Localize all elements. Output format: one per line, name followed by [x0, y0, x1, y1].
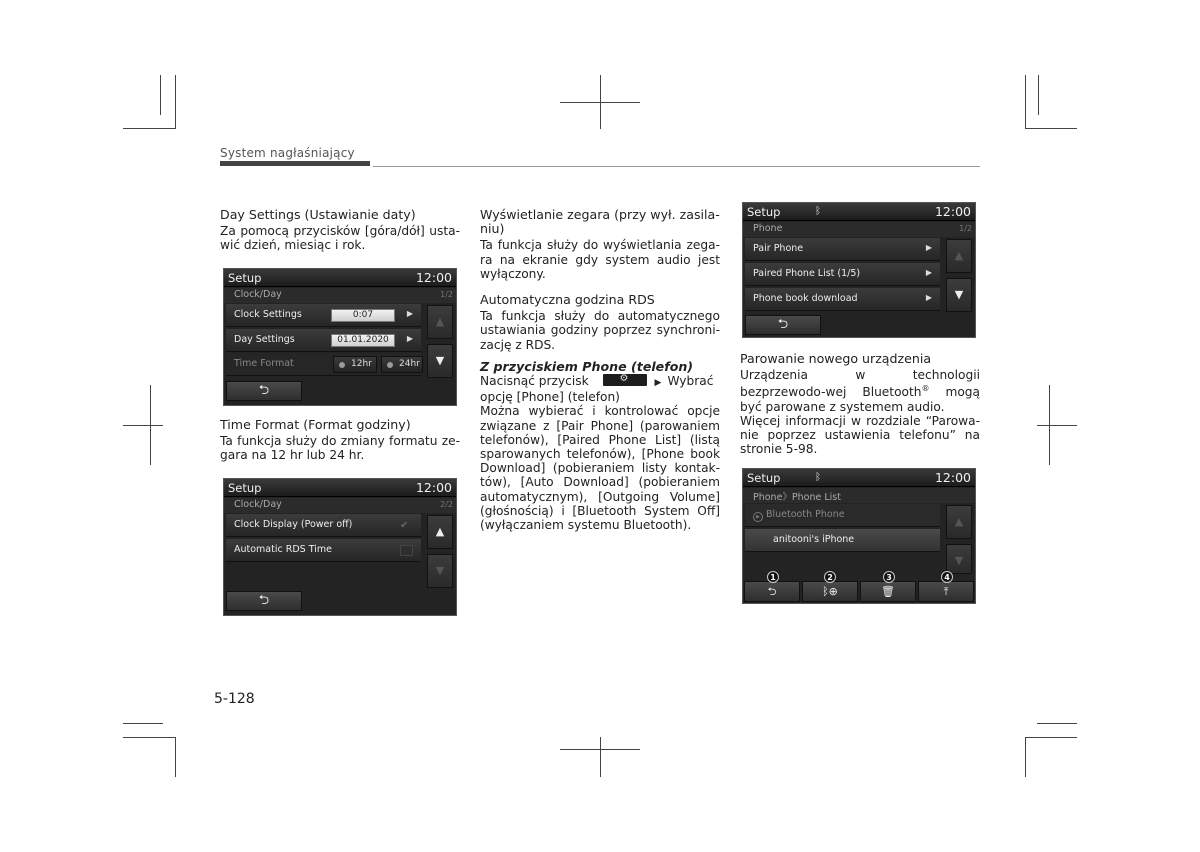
- bluetooth-icon: ᛒ: [815, 206, 821, 217]
- delete-button[interactable]: 🗑: [860, 581, 916, 602]
- checkbox-icon[interactable]: ✔: [400, 520, 409, 531]
- column-3: [740, 352, 980, 456]
- setup-button-image: [603, 374, 647, 386]
- crop-mark: [600, 737, 601, 777]
- crop-mark: [1025, 128, 1077, 129]
- callout-2: 2: [824, 571, 836, 583]
- registered-mark: ®: [921, 384, 930, 394]
- breadcrumb: Clock/Day: [234, 499, 282, 510]
- crop-mark: [160, 75, 161, 115]
- clock-display-row[interactable]: [226, 514, 421, 537]
- date-value-field: 01.01.2020: [331, 334, 395, 347]
- arrow-right-icon: ▶: [925, 268, 932, 277]
- scroll-up-button[interactable]: ▲: [427, 515, 453, 549]
- row-label: Day Settings: [234, 334, 295, 345]
- back-button[interactable]: ⮌: [226, 591, 302, 611]
- screen-subheader: [224, 288, 456, 303]
- bluetooth-phone-label: Bluetooth Phone: [766, 509, 845, 520]
- crop-mark: [1037, 723, 1077, 724]
- scroll-up-button[interactable]: ▲: [946, 239, 972, 273]
- callout-3: 3: [883, 571, 895, 583]
- breadcrumb: Phone: [753, 223, 783, 234]
- screen-clock-day-1: [223, 268, 457, 406]
- paragraph-bluetooth: [740, 368, 980, 414]
- bluetooth-icon: ᛒ: [815, 472, 821, 483]
- screen-subheader: [743, 222, 975, 237]
- crop-mark: [123, 425, 163, 426]
- scroll-down-button[interactable]: ▼: [946, 544, 972, 574]
- screen-title: Setup: [228, 271, 262, 285]
- heading-rds-time: Automatyczna godzina RDS: [480, 292, 655, 308]
- page-indicator: 1/2: [440, 290, 453, 299]
- clock-value-field: 0:07: [331, 309, 395, 322]
- arrow-right-icon: ▶: [406, 334, 413, 343]
- crop-mark: [1025, 75, 1026, 129]
- screen-clock: 12:00: [415, 270, 452, 285]
- bluetooth-text: Urządzenia w technologii bezprzewodo-wej Bluetooth: [740, 368, 980, 400]
- crop-mark: [1025, 737, 1026, 777]
- radio-24hr[interactable]: 24hr: [381, 356, 423, 373]
- gear-icon: ⚙: [619, 373, 629, 385]
- paired-phone-list-row[interactable]: [745, 263, 940, 286]
- screen-title: Setup: [747, 205, 781, 219]
- page-number: 5-128: [214, 691, 255, 707]
- row-label: Clock Settings: [234, 309, 302, 320]
- page-indicator: 2/2: [440, 500, 453, 509]
- row-label: Phone book download: [753, 293, 858, 304]
- section-title: System nagłaśniający: [220, 146, 355, 160]
- connect-phone-button[interactable]: ᛒ⊕: [802, 581, 858, 602]
- scroll-down-button[interactable]: ▼: [946, 278, 972, 312]
- screen-clock: 12:00: [415, 480, 452, 495]
- scroll-up-button[interactable]: ▲: [946, 505, 972, 539]
- screen-title: Setup: [228, 481, 262, 495]
- crop-mark: [1038, 75, 1039, 115]
- row-label: Automatic RDS Time: [234, 544, 332, 555]
- arrow-right-icon: ▶: [654, 378, 662, 389]
- pair-phone-row[interactable]: [745, 238, 940, 261]
- automatic-rds-time-row[interactable]: [226, 539, 421, 562]
- column-2: [480, 208, 720, 532]
- screen-phone-list: [742, 468, 976, 604]
- scroll-down-button[interactable]: ▼: [427, 344, 453, 378]
- time-format-row: [226, 353, 421, 376]
- bluetooth-phone-row: [745, 504, 940, 527]
- callout-1: 1: [767, 571, 779, 583]
- paragraph-more-info: Więcej informacji w rozdziale “Parowa-nie poprzez ustawienia telefonu” na stronie 5-98.: [740, 413, 980, 457]
- paragraph-clock-display: Ta funkcja służy do wyświetlania zega-ra na ekranie gdy system audio jest wyłączony.: [480, 238, 720, 281]
- top-button[interactable]: ⤒: [918, 581, 974, 602]
- screen-clock-day-2: [223, 478, 457, 616]
- paragraph-press-button: [480, 374, 720, 404]
- play-icon: ▶: [753, 512, 763, 522]
- heading-time-format: Time Format (Format godziny): [220, 417, 411, 432]
- scroll-down-button[interactable]: ▼: [427, 554, 453, 588]
- crop-mark: [1025, 737, 1077, 738]
- heading-clock-display: Wyświetlanie zegara (przy wył. zasila-niu): [480, 207, 720, 237]
- row-label: Paired Phone List (1/5): [753, 268, 861, 279]
- paragraph-time-format: Ta funkcja służy do zmiany formatu ze-gara na 12 hr lub 24 hr.: [220, 434, 460, 463]
- paragraph-day-settings: Za pomocą przycisków [góra/dół] usta-wić dzień, miesiąc i rok.: [220, 224, 460, 253]
- crop-mark: [123, 723, 163, 724]
- day-settings-row[interactable]: [226, 329, 421, 352]
- arrow-right-icon: ▶: [925, 243, 932, 252]
- breadcrumb: Clock/Day: [234, 289, 282, 300]
- phone-book-download-row[interactable]: [745, 288, 940, 311]
- screen-header: [224, 269, 456, 287]
- back-button[interactable]: ⮌: [745, 315, 821, 335]
- screen-title: Setup: [747, 471, 781, 485]
- paragraph-rds-time: Ta funkcja służy do automatycznego ustawiania godziny poprzez synchroni-zację z RDS.: [480, 309, 720, 352]
- clock-settings-row[interactable]: [226, 304, 421, 327]
- select-text: Wybrać opcję [Phone] (telefon): [480, 374, 714, 405]
- screen-clock: 12:00: [934, 204, 971, 219]
- row-label: anitooni's iPhone: [773, 534, 855, 545]
- screen-subheader: [224, 498, 456, 513]
- heading-day-settings: Day Settings (Ustawianie daty): [220, 207, 416, 222]
- crop-mark: [560, 749, 640, 750]
- crop-mark: [175, 737, 176, 777]
- heading-pair-new-device: Parowanie nowego urządzenia: [740, 351, 932, 366]
- crop-mark: [560, 102, 640, 103]
- page-indicator: 1/2: [959, 224, 972, 233]
- crop-mark: [123, 737, 175, 738]
- back-button[interactable]: ⮌: [226, 381, 302, 401]
- row-label: Clock Display (Power off): [234, 519, 353, 530]
- screen-header: [743, 203, 975, 221]
- checkbox-icon[interactable]: [400, 545, 413, 556]
- scroll-up-button[interactable]: ▲: [427, 305, 453, 339]
- row-label: [753, 509, 845, 522]
- screen-header: [743, 469, 975, 487]
- crop-mark: [175, 75, 176, 129]
- back-button[interactable]: ⮌: [744, 581, 800, 602]
- heading-phone-button: Z przyciskiem Phone (telefon): [480, 358, 694, 374]
- header-rule: [373, 166, 980, 167]
- screen-phone: [742, 202, 976, 338]
- row-label: Time Format: [234, 358, 294, 369]
- paragraph-phone-options: Można wybierać i kontrolować opcje związane z [Pair Phone] (parowaniem telefonów), [Paired Phone List] (listą sparowanych telefonów), [Phone book Download] (pobieraniem listy kontak-tów), [Auto Download] (pobieraniem automatycznym), [Outgoing Volume] (głośnością) i [Bluetooth System Off] (wyłączaniem systemu Bluetooth).: [480, 404, 720, 533]
- column-1-lower: [220, 418, 460, 463]
- column-1: [220, 208, 460, 253]
- screen-subheader: [743, 488, 975, 503]
- arrow-right-icon: ▶: [925, 293, 932, 302]
- arrow-right-icon: ▶: [406, 309, 413, 318]
- breadcrumb: Phone》Phone List: [753, 492, 841, 503]
- radio-12hr[interactable]: 12hr: [333, 356, 377, 373]
- screen-clock: 12:00: [934, 470, 971, 485]
- callout-4: 4: [941, 571, 953, 583]
- header-bar: [220, 161, 370, 166]
- screen-header: [224, 479, 456, 497]
- paired-phone-item[interactable]: [745, 529, 940, 552]
- crop-mark: [123, 128, 175, 129]
- row-label: Pair Phone: [753, 243, 804, 254]
- press-text: Nacisnąć przycisk: [480, 374, 589, 389]
- bluetooth-text-cont: mogą być parowane z systemem audio.: [740, 385, 980, 414]
- crop-mark: [1037, 425, 1077, 426]
